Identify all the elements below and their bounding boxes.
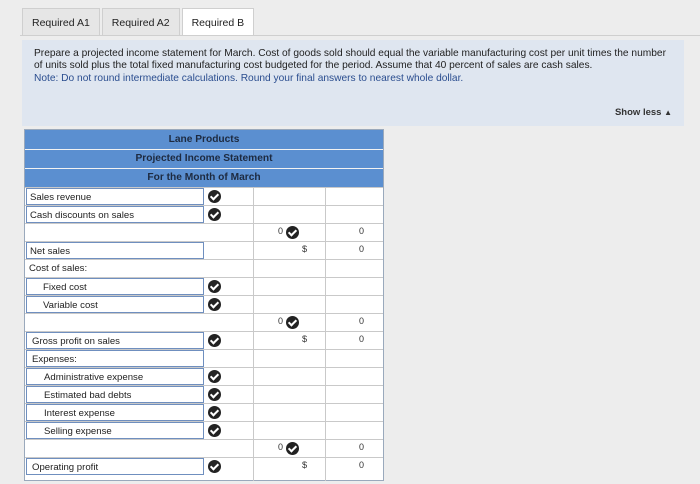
bad-debts-label[interactable]: Estimated bad debts <box>26 386 204 403</box>
instructions-text: Prepare a projected income statement for March. Cost of goods sold should equal the variable manufacturing cost per unit times the number of units sold plus the total fixed manufacturing cost budgeted for the period. Assume that 40 percent of sales are cash sales. <box>34 48 666 72</box>
check-icon <box>208 208 221 221</box>
dollar-sign: $ <box>302 460 308 470</box>
check-icon <box>208 406 221 419</box>
check-icon <box>208 298 221 311</box>
cost-of-sales-label: Cost of sales: <box>29 263 88 274</box>
row-subtotal-3 <box>25 439 383 457</box>
net-sales-top-value[interactable]: 0 <box>359 226 365 236</box>
expenses-label[interactable]: Expenses: <box>26 350 204 367</box>
cash-discounts-label[interactable]: Cash discounts on sales <box>26 206 204 223</box>
tab-required-a2[interactable]: Required A2 <box>102 8 180 36</box>
show-less-link[interactable] <box>615 107 672 119</box>
show-less-label[interactable]: Show less <box>614 107 662 118</box>
check-icon <box>208 334 221 347</box>
gross-top-value[interactable]: 0 <box>359 316 365 326</box>
operating-profit-label[interactable]: Operating profit <box>26 458 204 475</box>
statement-header <box>25 130 383 187</box>
instructions-note: Note: Do not round intermediate calculations. Round your final answers to nearest whole dollar. <box>34 73 464 85</box>
statement-title: Projected Income Statement <box>135 153 273 164</box>
row-cost-of-sales <box>25 259 383 277</box>
row-net-sales <box>25 241 383 259</box>
row-variable-cost <box>25 295 383 313</box>
gross-profit-value[interactable]: 0 <box>359 334 365 344</box>
triangle-up-icon: ▲ <box>664 108 672 117</box>
interest-expense-label[interactable]: Interest expense <box>26 404 204 421</box>
check-icon <box>208 460 221 473</box>
row-cash-discounts <box>25 205 383 223</box>
check-icon <box>208 280 221 293</box>
instructions-panel <box>22 40 684 126</box>
company-name: Lane Products <box>168 134 240 145</box>
row-interest-expense <box>25 403 383 421</box>
row-fixed-cost <box>25 277 383 295</box>
operating-top-value[interactable]: 0 <box>359 442 365 452</box>
variable-cost-label[interactable]: Variable cost <box>26 296 204 313</box>
subtotal-value[interactable]: 0 <box>278 226 284 236</box>
row-selling-expense <box>25 421 383 439</box>
row-admin-expense <box>25 367 383 385</box>
tab-required-a1[interactable]: Required A1 <box>22 8 100 36</box>
statement-period: For the Month of March <box>147 172 261 183</box>
row-subtotal-2 <box>25 313 383 331</box>
selling-expense-label[interactable]: Selling expense <box>26 422 204 439</box>
operating-profit-value[interactable]: 0 <box>359 460 365 470</box>
net-sales-value[interactable]: 0 <box>359 244 365 254</box>
row-gross-profit <box>25 331 383 349</box>
check-icon <box>208 190 221 203</box>
row-subtotal-1 <box>25 223 383 241</box>
admin-expense-label[interactable]: Administrative expense <box>26 368 204 385</box>
subtotal-value[interactable]: 0 <box>278 442 284 452</box>
row-operating-profit <box>25 457 383 475</box>
check-icon <box>286 442 299 455</box>
tab-bar <box>22 8 256 36</box>
row-expenses <box>25 349 383 367</box>
row-bad-debts <box>25 385 383 403</box>
sales-revenue-label[interactable]: Sales revenue <box>26 188 204 205</box>
dollar-sign: $ <box>302 244 308 254</box>
row-sales-revenue <box>25 187 383 205</box>
tab-required-b[interactable]: Required B <box>182 8 255 36</box>
net-sales-label[interactable]: Net sales <box>26 242 204 259</box>
gross-profit-label[interactable]: Gross profit on sales <box>26 332 204 349</box>
dollar-sign: $ <box>302 334 308 344</box>
check-icon <box>286 316 299 329</box>
subtotal-value[interactable]: 0 <box>278 316 284 326</box>
check-icon <box>208 388 221 401</box>
check-icon <box>208 370 221 383</box>
check-icon <box>208 424 221 437</box>
fixed-cost-label[interactable]: Fixed cost <box>26 278 204 295</box>
income-statement-table <box>24 129 384 481</box>
tab-divider <box>20 35 700 36</box>
check-icon <box>286 226 299 239</box>
